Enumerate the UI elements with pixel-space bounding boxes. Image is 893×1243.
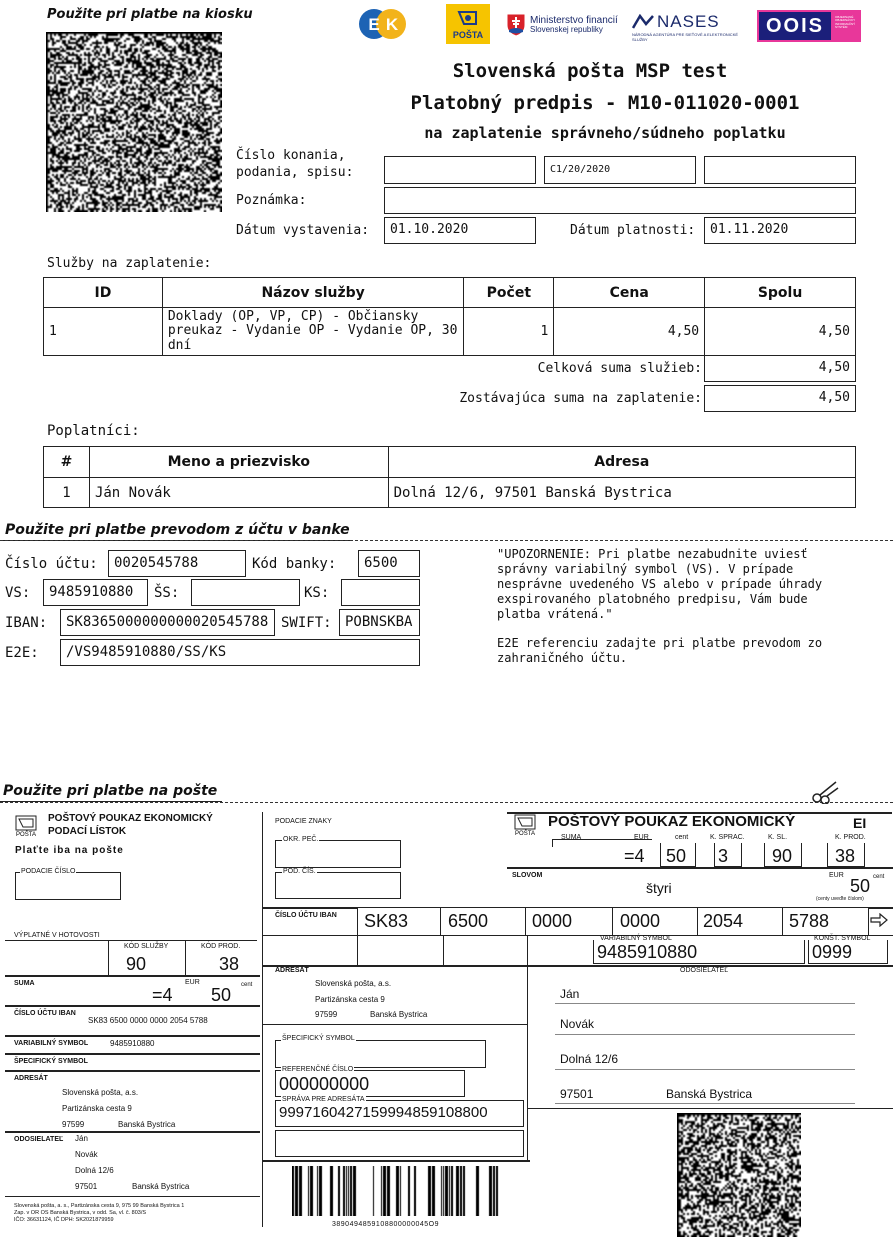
document-subtitle: na zaplatenie správneho/súdneho poplatku <box>424 124 786 142</box>
right-iban-label: ČÍSLO ÚČTU IBAN <box>275 912 337 919</box>
note-field <box>384 187 856 214</box>
service-total: 4,50 <box>705 308 856 356</box>
odos-line-1 <box>555 1003 855 1004</box>
post-qr-code <box>677 1113 801 1237</box>
oois-logo-subtext: OBJEDNANÉ OBJEDNÁVKY INFORMAČNÝ SYSTÉM <box>835 15 856 29</box>
left-odos-psc: 97501 <box>75 1182 98 1191</box>
pod-cis-box <box>275 872 401 899</box>
left-adresat-line2: Partizánska cesta 9 <box>62 1104 132 1113</box>
slovom-top-line <box>507 867 893 869</box>
pay-at-post-note: Plaťte iba na pošte <box>15 845 124 856</box>
vs-row-sep-1 <box>357 935 358 965</box>
left-odos-line3: Dolná 12/6 <box>75 1166 114 1175</box>
right-cent-label: cent <box>675 834 689 841</box>
iban-sep-3 <box>612 908 613 935</box>
left-adresat-city: Banská Bystrica <box>118 1120 176 1129</box>
iban-field: SK8365000000000020545788 <box>60 609 275 636</box>
right-adresat-city: Banská Bystrica <box>370 1010 428 1019</box>
barcode-number: 3890494859108800000045O9 <box>332 1221 439 1228</box>
kiosk-section-title: Použite pri platbe na kiosku <box>47 7 253 22</box>
left-suma-cent: 50 <box>211 985 232 1005</box>
kod-divider-2 <box>185 940 186 975</box>
svg-text:K: K <box>385 15 399 34</box>
vs-label: VS: <box>5 585 31 601</box>
right-suma-cent: 50 <box>666 846 687 866</box>
right-suma-label: SUMA <box>561 834 582 841</box>
right-adresat-line2: Partizánska cesta 9 <box>315 995 385 1004</box>
odos-line-4 <box>555 1103 855 1104</box>
services-header-count: Počet <box>464 278 554 308</box>
services-header-total: Spolu <box>705 278 856 308</box>
podacie-right-line <box>120 872 121 900</box>
pod-cis-label: POD. ČÍS. <box>283 868 316 875</box>
table-row <box>44 308 856 356</box>
right-empty-box <box>275 1130 524 1157</box>
right-coupon-ei: EI <box>853 815 867 831</box>
ss-field <box>191 579 300 606</box>
right-ksprac-value: 3 <box>718 846 729 866</box>
barcode-top-line <box>262 1160 530 1162</box>
left-ss-label: ŠPECIFICKÝ SYMBOL <box>14 1058 88 1065</box>
adresat-top-line <box>5 1070 260 1072</box>
vs-row-sep-2 <box>443 935 444 965</box>
payers-label: Poplatníci: <box>47 423 140 439</box>
right-ss-box <box>275 1040 486 1068</box>
iban-sep-5 <box>782 908 783 935</box>
left-suma-eur-label: EUR <box>185 979 200 986</box>
kiosk-qr-code <box>46 32 222 212</box>
footer-top-line <box>5 1196 260 1197</box>
services-header-row <box>44 278 856 308</box>
service-id: 1 <box>44 308 163 356</box>
odos-bottom-line <box>527 1108 893 1109</box>
account-label: Číslo účtu: <box>5 556 98 572</box>
left-coupon-title-2: PODACÍ LÍSTOK <box>48 826 127 837</box>
right-suma-eur: =4 <box>624 846 645 866</box>
svg-text:POŠTA: POŠTA <box>515 831 535 836</box>
right-inner-divider <box>527 965 528 1160</box>
case-number-label-line1: Číslo konania, <box>236 148 346 163</box>
podacie-znaky-label: PODACIE ZNAKY <box>275 818 332 825</box>
case-number-field-1 <box>384 156 536 184</box>
post-section-title: Použite pri platbe na pošte <box>3 783 218 799</box>
bank-code-label: Kód banky: <box>252 556 337 572</box>
right-adresat-line1: Slovenská pošta, a.s. <box>315 979 392 988</box>
arrow-right-icon <box>870 913 888 927</box>
kod-sluzby-value: 90 <box>126 954 147 974</box>
left-coupon-title-1: POŠTOVÝ POUKAZ EKONOMICKÝ <box>48 813 213 824</box>
issue-date-label: Dátum vystavenia: <box>236 223 370 238</box>
table-row <box>44 478 856 508</box>
suma-top-line <box>5 975 260 977</box>
left-adresat-line1: Slovenská pošta, a.s. <box>62 1088 139 1097</box>
vyplatne-line <box>5 940 257 941</box>
valid-date-field: 01.11.2020 <box>704 217 856 244</box>
right-eur-label: EUR <box>634 834 649 841</box>
right-odos-city: Banská Bystrica <box>666 1087 753 1101</box>
remaining-total-label: Zostávajúca suma na zaplatenie: <box>459 391 702 406</box>
okr-pec-box <box>275 840 401 868</box>
nases-logo <box>632 12 748 42</box>
service-name: Doklady (OP, VP, CP) - Občiansky preukaz - Vydanie OP - Vydanie OP, 30 dní <box>162 308 464 356</box>
right-odos-line3: Dolná 12/6 <box>560 1052 619 1066</box>
post-divider-left <box>262 812 263 1227</box>
right-ref-label: REFERENČNÉ ČÍSLO <box>282 1066 354 1073</box>
nases-logo-text: NASES <box>657 12 720 31</box>
ek-logo <box>358 8 408 40</box>
oois-logo-text: OOIS <box>765 14 824 37</box>
payers-table <box>43 446 856 508</box>
right-odos-label: ODOSIELATEĽ <box>680 967 729 974</box>
right-kprod-label: K. PROD. <box>835 834 866 841</box>
nases-logo-subtext: NÁRODNÁ AGENTÚRA PRE SIEŤOVÉ A ELEKTRONICKÉ SLUŽBY <box>632 32 739 42</box>
vs-field: 9485910880 <box>43 579 148 606</box>
right-ksprac-label: K. SPRAC. <box>710 834 745 841</box>
bank-cut-line <box>0 540 893 541</box>
document-title: Platobný predpis - M10-011020-0001 <box>410 92 800 114</box>
slovom-note: (centy uveďte číslom) <box>816 896 864 902</box>
posthorn-icon <box>15 815 37 837</box>
right-odos-psc: 97501 <box>560 1087 594 1101</box>
right-ss-label: ŠPECIFICKÝ SYMBOL <box>282 1035 355 1042</box>
right-suma-tick <box>552 839 553 847</box>
slovom-label: SLOVOM <box>512 872 543 879</box>
slovom-eur-label: EUR <box>829 872 844 879</box>
right-msg-label: SPRÁVA PRE ADRESÁTA <box>282 1096 365 1103</box>
right-posthorn-icon <box>514 814 536 836</box>
nases-mark-icon <box>632 14 654 30</box>
vs-row-sep-3 <box>527 935 528 965</box>
right-adresat-psc: 97599 <box>315 1010 338 1019</box>
iban-sep-4 <box>697 908 698 935</box>
posthorn-icon <box>456 8 480 30</box>
ss-top-line <box>5 1053 260 1055</box>
mf-logo <box>506 10 626 40</box>
left-iban-label: ČÍSLO ÚČTU IBAN <box>14 1010 76 1017</box>
e2e-note-text: E2E referenciu zadajte pri platbe prevodom zo zahraničného účtu. <box>497 636 823 665</box>
iban-part-2: 6500 <box>448 911 489 931</box>
left-suma-eur: =4 <box>152 985 173 1005</box>
right-odos-line1: Ján <box>560 987 580 1001</box>
ek-logo-icon <box>358 8 408 40</box>
valid-date-label: Dátum platnosti: <box>570 223 696 238</box>
right-ksl-value: 90 <box>772 846 793 866</box>
bank-code-field: 6500 <box>358 550 420 577</box>
posta-logo <box>446 4 490 44</box>
posta-logo-text: POŠTA <box>452 30 484 40</box>
swift-field: POBNSKBA <box>339 609 420 636</box>
iban-top-line <box>5 1005 260 1007</box>
left-footer-line3: IČO: 36631124, IČ DPH: SK2021879959 <box>14 1217 114 1223</box>
kod-divider-1 <box>108 940 109 975</box>
org-name: Slovenská pošta MSP test <box>452 60 728 82</box>
mf-logo-text: Ministerstvo financií <box>530 15 618 27</box>
iban-part-5: 2054 <box>703 911 744 931</box>
right-adresat-label: ADRESÁT <box>275 967 309 974</box>
swift-label: SWIFT: <box>281 615 332 631</box>
left-adresat-label: ADRESÁT <box>14 1075 48 1082</box>
bank-section-title: Použite pri platbe prevodom z účtu v banke <box>5 522 350 538</box>
payer-address: Dolná 12/6, 97501 Banská Bystrica <box>388 478 855 508</box>
payers-header-row <box>44 447 856 478</box>
slovom-cent-label: cent <box>873 874 885 880</box>
right-ks-label: KONŠT. SYMBOL <box>814 935 871 942</box>
left-adresat-psc: 97599 <box>62 1120 85 1129</box>
sk-coat-of-arms-icon <box>506 13 526 37</box>
e2e-label: E2E: <box>5 645 39 661</box>
vyplatne-label: VÝPLATNÉ V HOTOVOSTI <box>14 932 100 939</box>
ss-row-top-line <box>262 1024 527 1025</box>
services-table <box>43 277 856 356</box>
svg-text:POŠTA: POŠTA <box>16 832 36 837</box>
services-total-label: Celková suma služieb: <box>537 361 702 376</box>
right-ks-value: 0999 <box>812 942 853 962</box>
iban-label: IBAN: <box>5 615 48 631</box>
right-vs-label: VARIABILNÝ SYMBOL <box>600 935 672 942</box>
post-cut-line <box>0 802 893 803</box>
kod-sluzby-label: KÓD SLUŽBY <box>124 943 169 950</box>
okr-pec-label: OKR. PEČ. <box>283 836 319 843</box>
left-odos-label: ODOSIELATEĽ <box>14 1136 64 1143</box>
payers-header-num: # <box>44 447 90 478</box>
podacie-bottom-line <box>15 899 120 900</box>
odos-line-3 <box>555 1069 855 1070</box>
right-odos-line2: Novák <box>560 1017 595 1031</box>
right-ksl-label: K. SL. <box>768 834 788 841</box>
right-kprod-value: 38 <box>835 846 856 866</box>
left-vs-value: 9485910880 <box>110 1039 155 1048</box>
case-number-label-line2: podania, spisu: <box>236 165 354 180</box>
ks-label: KS: <box>304 585 330 601</box>
odos-top-line <box>5 1131 260 1133</box>
payers-header-name: Meno a priezvisko <box>89 447 388 478</box>
payers-header-address: Adresa <box>388 447 855 478</box>
slovom-cent-value: 50 <box>850 876 871 896</box>
iban-sep-1 <box>440 908 441 935</box>
service-price: 4,50 <box>554 308 705 356</box>
ks-field <box>341 579 420 606</box>
left-vs-label: VARIABILNÝ SYMBOL <box>14 1040 89 1047</box>
mf-logo-subtext: Slovenskej republiky <box>530 25 603 35</box>
iban-part-1: SK83 <box>364 911 409 931</box>
right-coupon-title: POŠTOVÝ POUKAZ EKONOMICKÝ <box>548 813 796 830</box>
right-vs-value: 9485910880 <box>597 942 698 962</box>
iban-part-6: 5788 <box>789 911 830 931</box>
right-ref-value: 000000000 <box>279 1074 370 1094</box>
case-number-field-3 <box>704 156 856 184</box>
note-label: Poznámka: <box>236 193 307 208</box>
account-field: 0020545788 <box>108 550 246 577</box>
e2e-field: /VS9485910880/SS/KS <box>60 639 420 666</box>
left-odos-line2: Novák <box>75 1150 98 1159</box>
left-iban-value: SK83 6500 0000 0000 2054 5788 <box>88 1016 208 1025</box>
payer-num: 1 <box>44 478 90 508</box>
left-odos-city: Banská Bystrica <box>132 1182 190 1191</box>
right-msg-value: 9997160427159994859108800 <box>279 1104 488 1121</box>
services-label: Služby na zaplatenie: <box>47 256 212 271</box>
vs-top-line <box>5 1035 260 1037</box>
oois-logo <box>757 10 861 42</box>
case-number-field-2: C1/20/2020 <box>544 156 696 184</box>
issue-date-field: 01.10.2020 <box>384 217 536 244</box>
iban-part-4: 0000 <box>620 911 661 931</box>
odos-line-2 <box>555 1034 855 1035</box>
left-suma-cent-label: cent <box>241 982 253 988</box>
left-footer-line1: Slovenská pošta, a. s., Partizánska cesta 9, 975 99 Banská Bystrica 1 <box>14 1203 185 1209</box>
kod-prod-value: 38 <box>219 954 240 974</box>
services-total-value: 4,50 <box>704 355 856 382</box>
left-footer-line2: Zap. v OR OS Banská Bystrica, v odd. Sa, vl. č. 803/S <box>14 1210 147 1216</box>
adresat-row-top-line <box>262 965 893 967</box>
scissors-icon <box>812 780 840 804</box>
remaining-total-value: 4,50 <box>704 385 856 412</box>
bank-warning-text: "UPOZORNENIE: Pri platbe nezabudnite uviesť správny variabilný symbol (VS). V prípade nesprávne uvedeného VS alebo v prípade úhrady exspirovaného platobného predpisu, Vám bude platba vrátená." <box>497 547 823 621</box>
payer-name: Ján Novák <box>89 478 388 508</box>
slovom-value: štyri <box>646 880 672 896</box>
podacie-cislo-label: PODACIE ČÍSLO <box>21 868 76 875</box>
kod-prod-label: KÓD PROD. <box>201 943 241 950</box>
ss-label: ŠS: <box>154 585 180 601</box>
svg-text:E: E <box>368 15 380 34</box>
services-header-name: Názov služby <box>162 278 464 308</box>
services-header-id: ID <box>44 278 163 308</box>
podacie-cislo-box <box>15 872 120 900</box>
post-barcode <box>292 1166 504 1216</box>
services-header-price: Cena <box>554 278 705 308</box>
left-suma-label: SUMA <box>14 980 35 987</box>
iban-sep-2 <box>525 908 526 935</box>
service-count: 1 <box>464 308 554 356</box>
left-odos-line1: Ján <box>75 1134 88 1143</box>
iban-part-3: 0000 <box>532 911 573 931</box>
